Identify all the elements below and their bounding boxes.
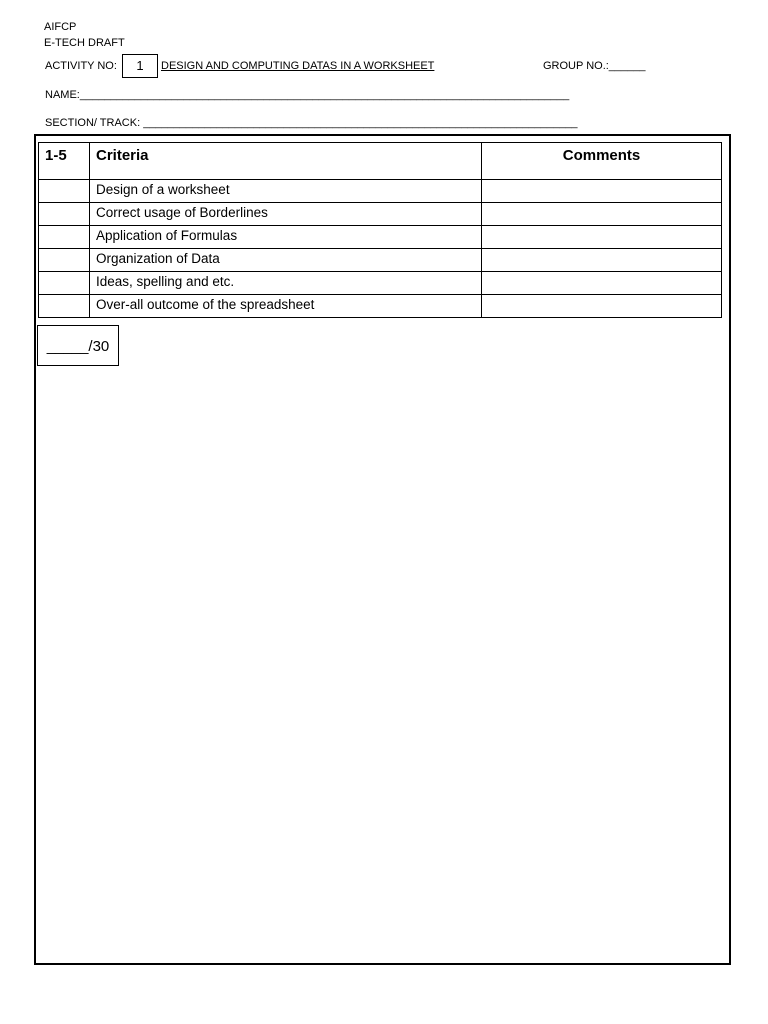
name-field: NAME:________________________________________________________________________________ xyxy=(45,89,570,101)
criterion-cell: Organization of Data xyxy=(90,249,482,272)
activity-title: DESIGN AND COMPUTING DATAS IN A WORKSHEET xyxy=(161,60,435,72)
criterion-cell: Correct usage of Borderlines xyxy=(90,203,482,226)
table-row xyxy=(39,295,722,318)
score-cell xyxy=(39,249,90,272)
section-track-field: SECTION/ TRACK: _______________________________________________________________________ xyxy=(45,117,578,129)
score-column-header: 1-5 xyxy=(39,143,90,180)
activity-label: ACTIVITY NO: xyxy=(45,60,117,72)
comment-cell xyxy=(482,295,722,318)
score-cell xyxy=(39,226,90,249)
criterion-cell: Ideas, spelling and etc. xyxy=(90,272,482,295)
group-number-field: GROUP NO.:______ xyxy=(543,60,646,72)
score-cell xyxy=(39,272,90,295)
comment-cell xyxy=(482,203,722,226)
comment-cell xyxy=(482,249,722,272)
criterion-cell: Over-all outcome of the spreadsheet xyxy=(90,295,482,318)
table-row xyxy=(39,226,722,249)
score-cell xyxy=(39,295,90,318)
total-score-box: _____/30 xyxy=(37,325,119,366)
table-row xyxy=(39,203,722,226)
comment-cell xyxy=(482,180,722,203)
criterion-cell: Design of a worksheet xyxy=(90,180,482,203)
comment-cell xyxy=(482,272,722,295)
score-cell xyxy=(39,203,90,226)
comment-cell xyxy=(482,226,722,249)
table-row xyxy=(39,180,722,203)
table-row xyxy=(39,272,722,295)
table-row xyxy=(39,249,722,272)
subject-title: E-TECH DRAFT xyxy=(44,37,125,49)
rubric-table xyxy=(38,142,722,318)
criteria-column-header: Criteria xyxy=(90,143,482,180)
school-name: AIFCP xyxy=(44,21,77,33)
comments-column-header: Comments xyxy=(482,143,722,180)
criterion-cell: Application of Formulas xyxy=(90,226,482,249)
table-header-row xyxy=(39,143,722,180)
score-cell xyxy=(39,180,90,203)
activity-number-box: 1 xyxy=(122,54,158,78)
